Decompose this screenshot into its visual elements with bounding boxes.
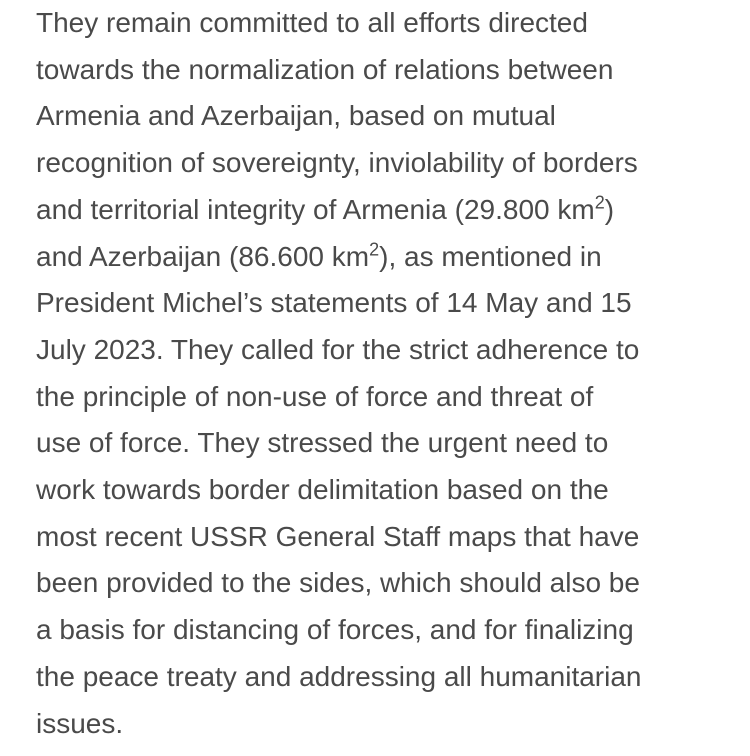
- paragraph-line: [36, 187, 726, 234]
- paragraph-line: towards the normalization of relations between: [36, 53, 614, 85]
- article-body: [36, 0, 726, 747]
- paragraph-line: [36, 234, 726, 281]
- paragraph-line: the peace treaty and addressing all humanitarian: [36, 660, 642, 692]
- line-text: ): [604, 193, 615, 225]
- line-text: and territorial integrity of Armenia (29.800 km: [36, 193, 595, 225]
- paragraph-line: work towards border delimitation based on the: [36, 474, 609, 506]
- line-text: ), as mentioned in: [379, 240, 602, 272]
- paragraph-line: They remain committed to all efforts directed: [36, 7, 588, 38]
- superscript: 2: [369, 239, 380, 260]
- paragraph-line: a basis for distancing of forces, and for finalizing: [36, 614, 634, 646]
- paragraph-line: most recent USSR General Staff maps that have: [36, 520, 640, 552]
- paragraph-line: President Michel’s statements of 14 May and 15: [36, 287, 632, 319]
- paragraph-line: use of force. They stressed the urgent need to: [36, 427, 609, 459]
- paragraph-line: July 2023. They called for the strict adherence to: [36, 333, 640, 365]
- article-paragraph: [36, 0, 726, 747]
- line-text: and Azerbaijan (86.600 km: [36, 240, 370, 272]
- paragraph-line: issues.: [36, 707, 124, 739]
- paragraph-line: been provided to the sides, which should also be: [36, 567, 640, 599]
- superscript: 2: [594, 192, 605, 213]
- paragraph-line: recognition of sovereignty, inviolability of borders: [36, 147, 638, 179]
- paragraph-line: the principle of non-use of force and threat of: [36, 380, 594, 412]
- paragraph-line: Armenia and Azerbaijan, based on mutual: [36, 100, 556, 132]
